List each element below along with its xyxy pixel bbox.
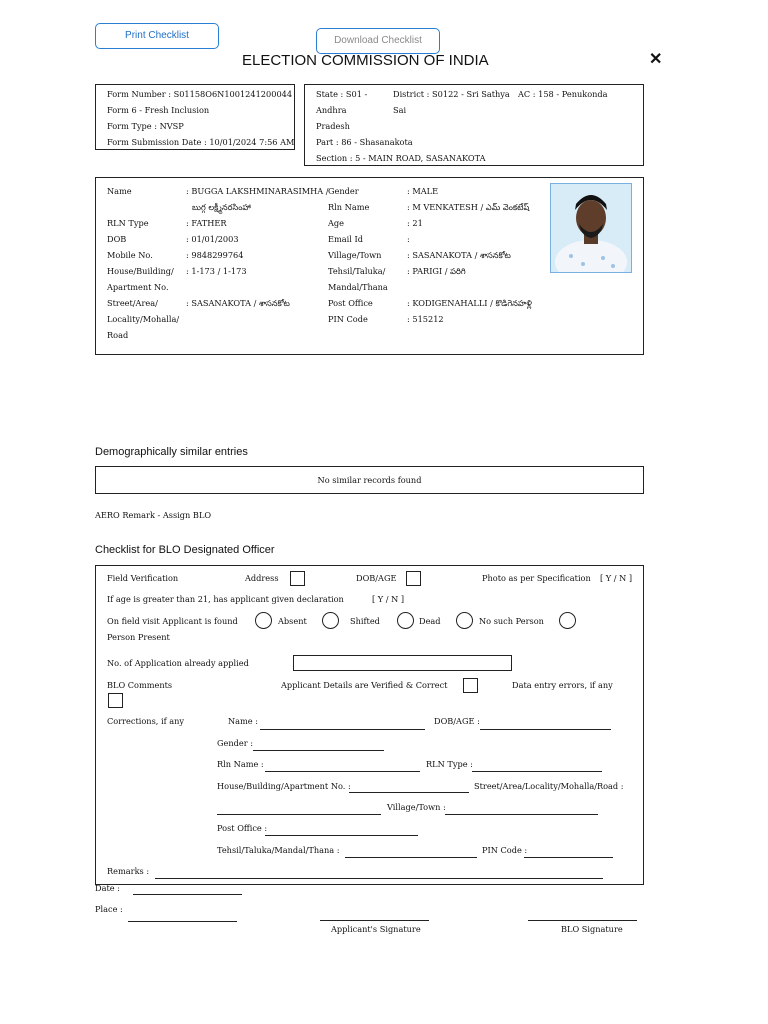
correction-gender-label: Gender : xyxy=(217,738,254,748)
correction-street-label: Street/Area/Locality/Mohalla/Road : xyxy=(474,781,624,791)
correction-house-line[interactable] xyxy=(349,792,469,793)
post-office-value: : KODIGENAHALLI / కొడిగెనహళ్లి xyxy=(407,298,532,308)
applications-applied-input[interactable] xyxy=(293,655,512,671)
correction-house-label: House/Building/Apartment No. : xyxy=(217,781,351,791)
similar-entries-box xyxy=(95,466,644,494)
correction-village-label: Village/Town : xyxy=(387,802,446,812)
photo-spec-yn: [ Y / N ] xyxy=(600,573,633,583)
blo-signature-line xyxy=(528,920,637,921)
rln-name-value: : M VENKATESH / ఎమ్ వెంకటేష్ xyxy=(407,202,530,212)
correction-gender-line[interactable] xyxy=(253,750,384,751)
dead-radio[interactable] xyxy=(397,612,414,629)
section: Section : 5 - MAIN ROAD, SASANAKOTA xyxy=(316,153,486,163)
applicant-photo xyxy=(550,183,632,273)
gender-label: Gender xyxy=(328,186,359,196)
address-label: Address xyxy=(245,573,279,583)
form-submission-date: Form Submission Date : 10/01/2024 7:56 AM xyxy=(107,137,295,147)
house-value: : 1-173 / 1-173 xyxy=(186,266,247,276)
correction-village-line[interactable] xyxy=(445,814,598,815)
correction-tehsil-label: Tehsil/Taluka/Mandal/Thana : xyxy=(217,845,340,855)
applicant-signature-label: Applicant's Signature xyxy=(331,924,421,934)
photo-spec-label: Photo as per Specification xyxy=(482,573,591,583)
similar-entries-heading: Demographically similar entries xyxy=(95,446,248,458)
checklist-heading: Checklist for BLO Designated Officer xyxy=(95,544,275,556)
street-label-cont2: Road xyxy=(107,330,129,340)
dob-label: DOB xyxy=(107,234,127,244)
correction-pin-label: PIN Code : xyxy=(482,845,528,855)
house-label-cont: Apartment No. xyxy=(107,282,169,292)
street-value: : SASANAKOTA / శాసనకోట xyxy=(186,298,290,308)
correction-name-line[interactable] xyxy=(260,729,425,730)
page-title: ELECTION COMMISSION OF INDIA xyxy=(242,52,489,69)
village-value: : SASANAKOTA / శాసనకోట xyxy=(407,250,511,260)
remarks-line[interactable] xyxy=(155,878,603,879)
rln-type-label: RLN Type xyxy=(107,218,149,228)
age-declaration-label: If age is greater than 21, has applicant given declaration xyxy=(107,594,344,604)
shifted-radio[interactable] xyxy=(322,612,339,629)
applicant-details-box xyxy=(95,177,644,355)
blo-comments-checkbox[interactable] xyxy=(108,693,123,708)
person-present-radio[interactable] xyxy=(559,612,576,629)
close-icon[interactable]: ✕ xyxy=(649,51,663,68)
absent-label: Absent xyxy=(278,616,307,626)
absent-radio[interactable] xyxy=(255,612,272,629)
assembly-constituency: AC : 158 - Penukonda xyxy=(518,89,608,99)
correction-name-label: Name : xyxy=(228,716,259,726)
correction-rln-type-label: RLN Type : xyxy=(426,759,473,769)
download-checklist-button[interactable]: Download Checklist xyxy=(316,28,440,54)
correction-pin-line[interactable] xyxy=(524,857,613,858)
village-label: Village/Town xyxy=(328,250,382,260)
corrections-label: Corrections, if any xyxy=(107,716,185,726)
data-entry-errors-label: Data entry errors, if any xyxy=(512,680,613,690)
gender-value: : MALE xyxy=(407,186,439,196)
state: State : S01 - xyxy=(316,89,368,99)
blo-signature-label: BLO Signature xyxy=(561,924,623,934)
street-label: Street/Area/ xyxy=(107,298,158,308)
print-checklist-button[interactable]: Print Checklist xyxy=(95,23,219,49)
correction-tehsil-line[interactable] xyxy=(345,857,477,858)
mobile-value: : 9848299764 xyxy=(186,250,244,260)
correction-rln-name-line[interactable] xyxy=(265,771,420,772)
tehsil-label-cont: Mandal/Thana xyxy=(328,282,388,292)
age-value: : 21 xyxy=(407,218,423,228)
age-label: Age xyxy=(328,218,344,228)
form-number: Form Number : S01158O6N1001241200044 xyxy=(107,89,293,99)
rln-name-label: Rln Name xyxy=(328,202,370,212)
location-box xyxy=(304,84,644,166)
aero-remark: AERO Remark - Assign BLO xyxy=(95,510,212,520)
dob-value: : 01/01/2003 xyxy=(186,234,239,244)
no-such-person-label: No such Person xyxy=(479,616,544,626)
correction-dob-label: DOB/AGE : xyxy=(434,716,480,726)
address-checkbox[interactable] xyxy=(290,571,305,586)
state-cont2: Pradesh xyxy=(316,121,350,131)
field-verification-label: Field Verification xyxy=(107,573,179,583)
tehsil-label: Tehsil/Taluka/ xyxy=(328,266,386,276)
tehsil-value: : PARIGI / పరిగి xyxy=(407,266,466,276)
dob-age-label: DOB/AGE xyxy=(356,573,397,583)
dob-age-checkbox[interactable] xyxy=(406,571,421,586)
blo-comments-label: BLO Comments xyxy=(107,680,173,690)
details-verified-checkbox[interactable] xyxy=(463,678,478,693)
name-value: : BUGGA LAKSHMINARASIMHA / xyxy=(186,186,329,196)
form-type: Form Type : NVSP xyxy=(107,121,184,131)
person-present-label: Person Present xyxy=(107,632,170,642)
field-visit-label: On field visit Applicant is found xyxy=(107,616,238,626)
house-label: House/Building/ xyxy=(107,266,174,276)
district: District : S0122 - Sri Sathya xyxy=(393,89,510,99)
shifted-label: Shifted xyxy=(350,616,380,626)
correction-street-line[interactable] xyxy=(217,814,381,815)
mobile-label: Mobile No. xyxy=(107,250,153,260)
rln-type-value: : FATHER xyxy=(186,218,227,228)
correction-rln-type-line[interactable] xyxy=(472,771,602,772)
date-label: Date : xyxy=(95,883,120,893)
state-cont: Andhra xyxy=(316,105,347,115)
form-name: Form 6 - Fresh Inclusion xyxy=(107,105,210,115)
correction-post-label: Post Office : xyxy=(217,823,268,833)
applicant-signature-line xyxy=(320,920,429,921)
place-line[interactable] xyxy=(128,921,237,922)
place-label: Place : xyxy=(95,904,123,914)
correction-post-line[interactable] xyxy=(265,835,418,836)
pin-value: : 515212 xyxy=(407,314,444,324)
email-value: : xyxy=(407,234,410,244)
pin-label: PIN Code xyxy=(328,314,368,324)
no-similar-records: No similar records found xyxy=(317,475,422,485)
dead-label: Dead xyxy=(419,616,441,626)
post-office-label: Post Office xyxy=(328,298,373,308)
age-declaration-yn: [ Y / N ] xyxy=(372,594,405,604)
email-label: Email Id xyxy=(328,234,363,244)
correction-dob-line[interactable] xyxy=(480,729,611,730)
district-cont: Sai xyxy=(393,105,407,115)
street-label-cont: Locality/Mohalla/ xyxy=(107,314,180,324)
form-info-box xyxy=(95,84,295,150)
part: Part : 86 - Shasanakota xyxy=(316,137,413,147)
applications-applied-label: No. of Application already applied xyxy=(107,658,249,668)
name-label: Name xyxy=(107,186,132,196)
date-line[interactable] xyxy=(133,894,242,895)
name-value-telugu: బుగ్గ లక్ష్మీనరసింహా xyxy=(192,202,251,212)
correction-rln-name-label: Rln Name : xyxy=(217,759,264,769)
no-such-person-radio[interactable] xyxy=(456,612,473,629)
remarks-label: Remarks : xyxy=(107,866,150,876)
details-verified-label: Applicant Details are Verified & Correct xyxy=(281,680,448,690)
